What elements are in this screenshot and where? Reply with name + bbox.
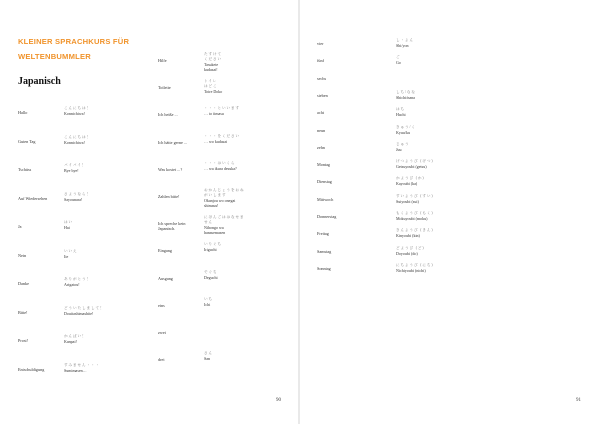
phrase-japanese [204,351,248,361]
romaji-text: Sumimasen… [64,367,87,373]
romaji-text: Nihongo wa hanasemasen [204,225,226,236]
kana-text: しち/なな [396,89,416,94]
phrase-japanese [396,142,506,152]
phrase-german: Bitte! [18,309,28,315]
phrase-german: Eingang [158,248,172,254]
romaji-text: Kayoubi (ka) [396,181,418,187]
kana-text: いりぐち [204,242,222,247]
phrase-german: Toilette [158,85,171,91]
romaji-text: Konnichiwa! [64,111,85,116]
phrase-german: Zahlen bitte! [158,194,180,199]
page-number-left: 90 [276,398,281,403]
phrase-german: Ich hätte gerne ... [158,139,188,145]
phrase-japanese [396,263,506,273]
phrase-japanese [204,52,248,72]
kana-text: どようび (ど) [396,245,425,250]
phrase-german: Danke [18,281,29,286]
phrase-japanese [204,242,248,252]
kana-text: どういたしまして！ [64,305,105,310]
phrase-german: Freitag [317,231,329,237]
romaji-text: Tasukete kudasai! [204,62,219,72]
kana-text: すいようび (すい) [396,193,434,198]
kana-text: かようび (か) [396,176,425,181]
kana-text: ・・・といいます [204,106,240,111]
romaji-text: Deguchi [204,274,218,280]
phrase-german: Prost! [18,338,29,343]
phrase-german: neun [317,127,326,133]
romaji-text: Kanpai! [64,339,77,344]
kana-text: いち [204,296,213,301]
phrase-german: Montag [317,162,331,168]
phrase-japanese [396,90,506,100]
kana-text: さようなら！ [64,191,91,196]
phrase-german: Ich spreche kein Japanisch. [158,221,186,232]
phrase-japanese [396,228,506,238]
phrase-japanese [396,211,506,221]
phrase-german: fünf [317,58,324,64]
phrase-german: Samstag [317,248,332,254]
kana-text: すみません・・・ [64,362,100,367]
phrase-german: Tschüss [18,167,32,172]
phrase-japanese [204,79,248,94]
phrase-german: Hallo [18,110,28,115]
kana-text: げつようび (げつ) [396,159,434,164]
phrase-japanese [204,215,248,235]
phrase-german: Donnerstag [317,214,337,219]
phrase-japanese [396,55,506,65]
phrase-japanese [64,135,134,145]
romaji-text: Hai [64,225,70,230]
phrase-german: sechs [317,75,327,81]
phrase-japanese [396,176,506,186]
romaji-text: Suiyoubi (sui) [396,198,419,204]
phrase-japanese [64,249,134,259]
phrase-japanese [64,220,134,230]
phrase-japanese [64,192,134,202]
romaji-text: Arigatou! [64,282,80,287]
kana-text: はい [64,220,73,224]
phrase-japanese [64,363,134,373]
phrase-german: Hilfe [158,58,167,63]
romaji-text: Mokuyoubi (moku) [396,216,428,221]
romaji-text: Shi/yon [396,43,409,48]
kana-text: こんにちは！ [64,106,91,110]
section-title: KLEINER SPRACHKURS FÜR WELTENBUMMLER [18,37,130,61]
phrase-german: Ausgang [158,275,173,281]
romaji-text: Go [396,60,401,66]
phrase-german: Sonntag [317,265,331,271]
romaji-text: … wa ikura desuka? [204,165,237,171]
phrase-japanese [64,106,134,116]
kana-text: トイレ はどこ [204,79,218,89]
romaji-text: Douitashimashite! [64,310,94,316]
phrase-japanese [396,159,506,169]
phrase-german: zehn [317,144,325,150]
kana-text: たすけて ください [204,52,222,61]
kana-text: きゅう/く [396,124,416,129]
right-page [300,0,600,424]
phrase-japanese [64,306,134,316]
phrase-german: Dienstag [317,179,332,185]
kana-text: いいえ [64,248,78,253]
kana-text: おかんじょうをおねがいします [204,188,245,197]
phrase-japanese [64,277,134,287]
romaji-text: Iriguchi [204,247,217,253]
romaji-text: Konnichiwa! [64,139,85,145]
kana-text: にちようび (にち) [396,262,434,267]
phrase-german: Nein [18,252,27,258]
phrase-japanese [396,107,506,117]
phrase-german: Auf Wiedersehen [18,195,48,201]
phrase-japanese [204,297,248,307]
kana-text: さん [204,351,213,356]
romaji-text: Ichi [204,301,211,307]
phrase-japanese [64,163,134,173]
romaji-text: Bye bye! [64,168,79,173]
romaji-text: … wo kudasai [204,138,228,144]
romaji-text: Iie [64,253,69,259]
phrase-japanese [204,161,248,171]
phrase-german: Was kostet ...? [158,166,183,172]
kana-text: にほんごははなせません [204,215,245,225]
phrase-german: Ja [18,224,22,229]
kana-text: ありがとう！ [64,277,91,281]
romaji-text: Kyuu/ku [396,129,410,135]
phrase-japanese [204,106,248,116]
phrase-japanese [64,334,134,344]
kana-text: きんようび (きん) [396,228,434,233]
phrase-japanese [396,246,506,256]
kana-text: もくようび (もく) [396,211,434,215]
phrase-japanese [396,38,506,48]
phrase-german: drei [158,357,165,363]
phrase-german: Entschuldigung [18,366,45,372]
kana-text: こんにちは！ [64,134,91,139]
romaji-text: Shichi/nana [396,94,415,100]
language-heading: Japanisch [18,76,61,87]
phrase-german: eins [158,302,165,308]
romaji-text: Nichiyoubi (nichi) [396,267,426,273]
romaji-text: Kinyoubi (kin) [396,233,420,239]
phrase-japanese [204,270,248,280]
phrase-german: zwei [158,330,166,335]
romaji-text: … to iimasu [204,111,224,117]
romaji-text: Doyoubi (do) [396,250,418,256]
phrase-japanese [396,125,506,135]
phrase-german: vier [317,41,324,46]
romaji-text: Sayounara! [64,196,83,202]
kana-text: ・・・はいくら [204,160,236,165]
phrase-japanese [396,194,506,204]
romaji-text: San [204,356,210,362]
phrase-german: Guten Tag [18,138,36,144]
kana-text: ・・・をください [204,133,240,138]
kana-text: かんぱい！ [64,334,87,338]
phrase-japanese [204,188,248,208]
kana-text: じゅう [396,141,410,146]
romaji-text: Juu [396,146,402,152]
romaji-text: Okanjou wo onegai shimasu! [204,198,236,208]
romaji-text: Getsuyoubi (getsu) [396,164,427,170]
phrase-german: sieben [317,92,328,98]
kana-text: し・よん [396,38,414,42]
phrase-german: acht [317,110,324,116]
left-page [0,0,298,424]
kana-text: ご [396,55,401,60]
romaji-text: Hachi [396,112,406,118]
kana-text: はち [396,107,405,112]
romaji-text: Toire Doko [204,89,223,95]
phrase-german: Ich heiße ... [158,112,178,118]
phrase-japanese [204,134,248,144]
kana-text: でぐち [204,269,218,274]
kana-text: バイバイ！ [64,163,87,167]
phrase-german: Mittwoch [317,196,334,202]
page-number-right: 91 [576,398,581,403]
